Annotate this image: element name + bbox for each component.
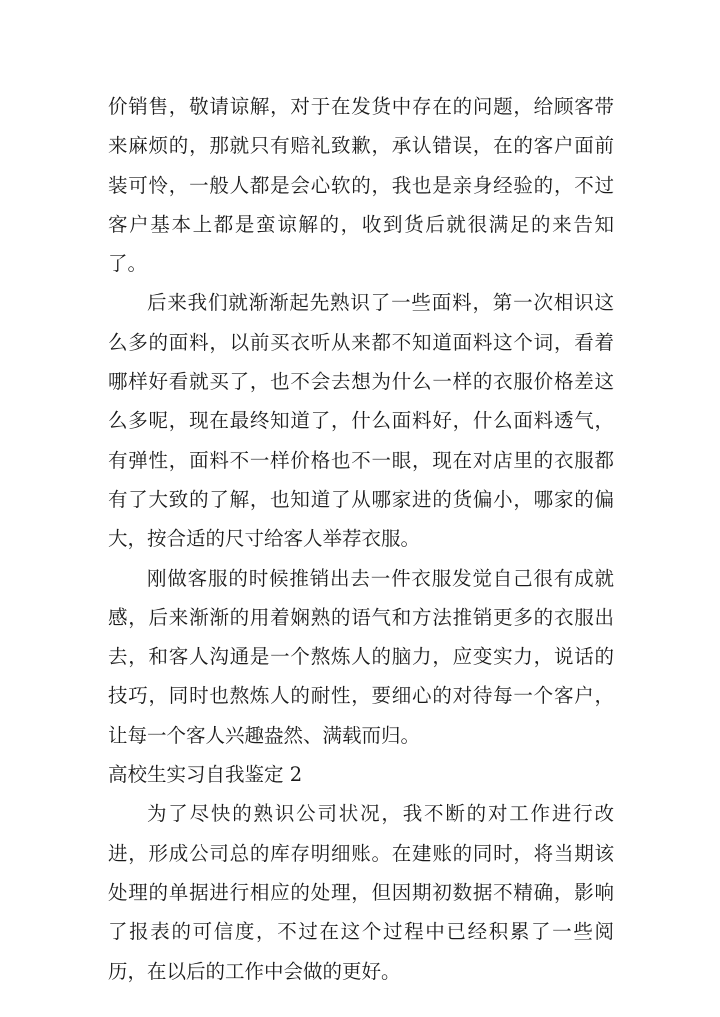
paragraph-4: 为了尽快的熟识公司状况，我不断的对工作进行改进，形成公司总的库存明细账。在建账的同时，将当期该处理的单据进行相应的处理，但因期初数据不精确，影响了报表的可信度，不过在这个过程中已经积累了一些阅历，在以后的工作中会做的更好。 [108,802,614,983]
document-body [108,87,614,991]
paragraph-1: 价销售，敬请谅解，对于在发货中存在的问题，给顾客带来麻烦的，那就只有赔礼致歉，承认错误，在的客户面前装可怜，一般人都是会心软的，我也是亲身经验的，不过客户基本上都是蛮谅解的，收到货后就很满足的来告知了。 [108,95,614,276]
paragraph-3: 刚做客服的时候推销出去一件衣服发觉自己很有成就感，后来渐渐的用着娴熟的语气和方法推销更多的衣服出去，和客人沟通是一个熬炼人的脑力，应变实力，说话的技巧，同时也熬炼人的耐性，要细心的对待每一个客户，让每一个客人兴趣盎然、满载而归。 [108,566,614,747]
paragraph-2: 后来我们就渐渐起先熟识了一些面料，第一次相识这么多的面料，以前买衣听从来都不知道面料这个词，看着哪样好看就买了，也不会去想为什么一样的衣服价格差这么多呢，现在最终知道了，什么面料好，什么面料透气，有弹性，面料不一样价格也不一眼，现在对店里的衣服都有了大致的了解，也知道了从哪家进的货偏小，哪家的偏大，按合适的尺寸给客人举荐衣服。 [108,291,614,551]
section-heading: 高校生实习自我鉴定 2 [108,763,303,787]
